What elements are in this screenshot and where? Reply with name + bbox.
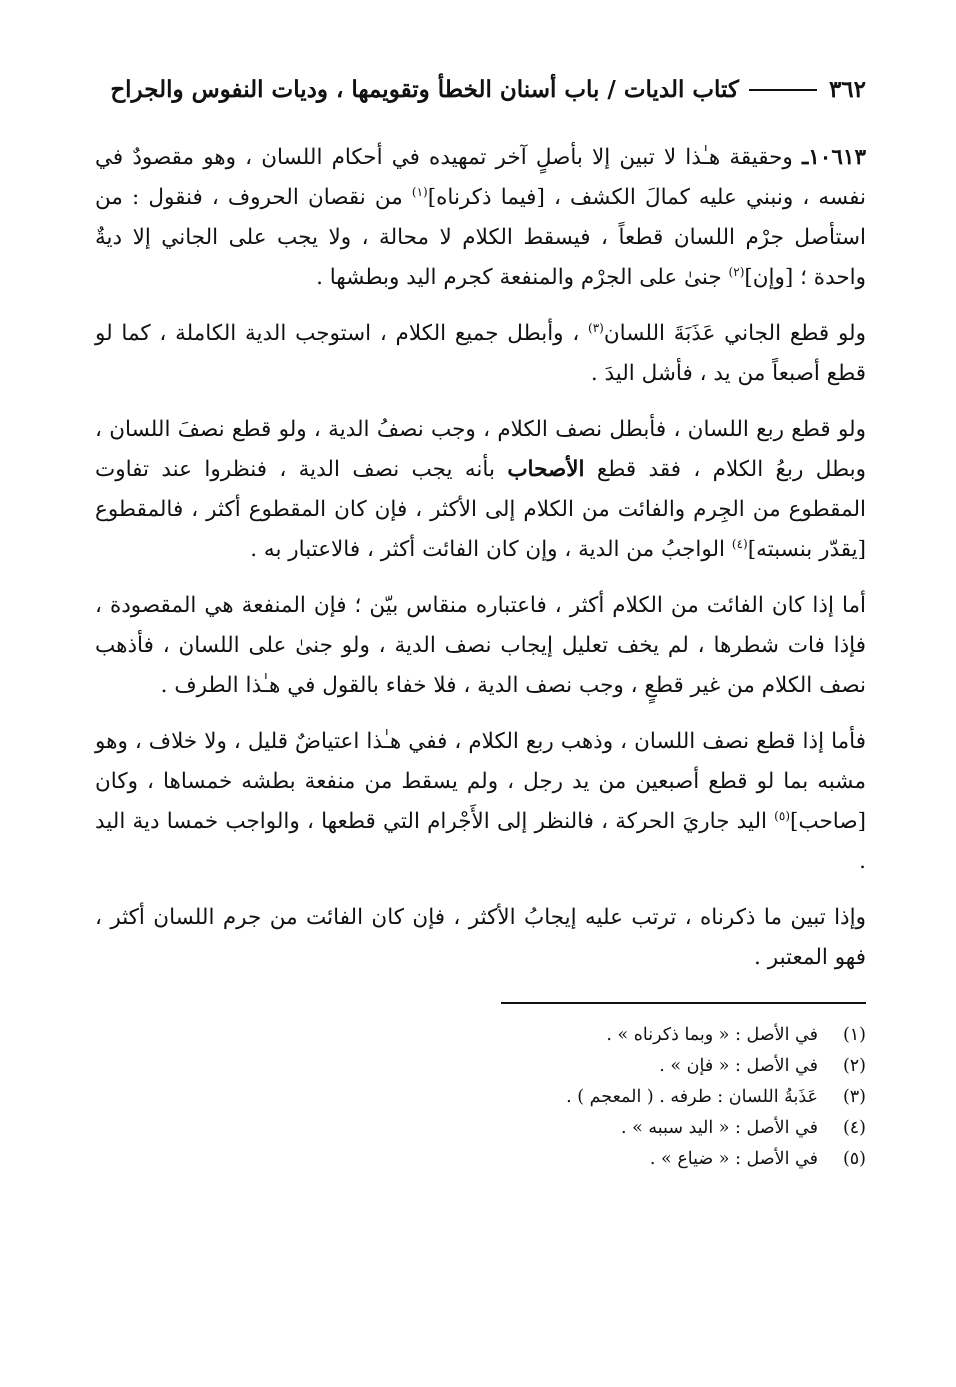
- paragraph: [95, 586, 866, 706]
- footnote-number: (١): [842, 1025, 866, 1045]
- footnote-separator: [501, 1002, 866, 1004]
- footnote-marker: (٤): [731, 536, 748, 551]
- running-title: كتاب الديات / باب أسنان الخطأ وتقويمها ، وديات النفوس والجراح: [110, 76, 739, 103]
- footnote: [95, 1082, 866, 1113]
- text-run: ولو قطع ربع اللسان ، فأبطل نصف الكلام ، وجب نصفُ الدية ، ولو قطع نصفَ اللسان ، وبطل ربعُ الكلام ، فقد قطع: [95, 417, 867, 482]
- footnote-number: (٥): [842, 1149, 866, 1169]
- text-run: ، وأبطل جميع الكلام ، استوجب الدية الكاملة ، كما لو قطع أصبعاً من يد ، فأشل اليدَ .: [95, 321, 866, 386]
- paragraph: [95, 722, 866, 882]
- text-run: ولو قطع الجاني عَذَبَةَ اللسان: [603, 321, 866, 346]
- text-run: من نقصان الحروف ، فنقول : من استأصل جرْم اللسان قطعاً ، فيسقط الكلام لا محالة ، ولا يجب على الجاني إلا ديةٌ واحدة ؛ [وإن]: [95, 185, 866, 290]
- footnote: [95, 1051, 866, 1082]
- page-number: ٣٦٢: [828, 76, 866, 103]
- footnote-text: عَذَبةُ اللسان : طرفه . ( المعجم ) .: [566, 1087, 818, 1107]
- header-rule: [749, 89, 817, 91]
- text-run: الواجبُ من الدية ، وإن كان الفائت أكثر ، فالاعتبار به .: [250, 537, 732, 562]
- footnote-text: في الأصل : « فإن » .: [659, 1056, 818, 1076]
- text-run: أما إذا كان الفائت من الكلام أكثر ، فاعتباره منقاس بيّن ؛ فإن المنفعة هي المقصودة ، فإذا فات شطرها ، لم يخف تعليل إيجاب نصف الدية ، ولو جنىٰ على اللسان ، فأذهب نصف الكلام من غير قطعٍ ، وجب نصف الدية ، فلا خفاء بالقول في هـٰذا الطرف .: [95, 593, 866, 698]
- footnote-text: في الأصل : « اليد سببه » .: [621, 1118, 818, 1138]
- text-run: وحقيقة هـٰذا لا تبين إلا بأصلٍ آخر تمهيده في أحكام اللسان ، وهو مقصودٌ في نفسه ، ونبني عليه كمالَ الكشف ، [فيما ذكرناه]: [95, 145, 866, 210]
- footnotes: [95, 1020, 866, 1175]
- text-run: اليد جاريَ الحركة ، فالنظر إلى الأَجْرام التي قطعها ، والواجب خمسا دية اليد .: [95, 809, 866, 874]
- paragraph-number: ١٠٦١٣ـ: [801, 145, 866, 170]
- footnote-number: (٤): [842, 1118, 866, 1138]
- paragraph: [95, 314, 866, 394]
- footnote-marker: (٢): [728, 264, 745, 279]
- paragraph: [95, 138, 866, 298]
- paragraph: [95, 410, 866, 570]
- text-run: فأما إذا قطع نصف اللسان ، وذهب ربع الكلام ، ففي هـٰذا اعتياضٌ قليل ، ولا خلاف ، وهو مشبه بما لو قطع أصبعين من يد رجل ، ولم يسقط من منفعة بطشه خمساها ، وكان [صاحب]: [95, 729, 866, 834]
- footnote-text: في الأصل : « ضياع » .: [649, 1149, 818, 1169]
- footnote: [95, 1020, 866, 1051]
- footnote: [95, 1113, 866, 1144]
- bold-term: الأصحاب: [507, 457, 585, 482]
- footnote-marker: (٣): [588, 320, 604, 335]
- body-text: [95, 138, 866, 978]
- footnote-marker: (٥): [774, 808, 790, 823]
- text-run: بأنه يجب نصف الدية ، فنظروا عند تفاوت المقطوع من الجِرم والفائت من الكلام إلى الأكثر ، فإن كان المقطوع أكثر ، فالمقطوع [يقدّر بنسبته]: [95, 457, 866, 562]
- text-run: وإذا تبين ما ذكرناه ، ترتب عليه إيجابُ الأكثر ، فإن كان الفائت من جرم اللسان أكثر ، فهو المعتبر .: [95, 905, 866, 970]
- text-run: جنىٰ على الجرْم والمنفعة كجرم اليد وبطشها .: [316, 265, 729, 290]
- footnote: [95, 1144, 866, 1175]
- paragraph: [95, 898, 866, 978]
- footnote-number: (٢): [842, 1056, 866, 1076]
- footnote-number: (٣): [842, 1087, 866, 1107]
- footnote-marker: (١): [411, 184, 428, 199]
- footnote-text: في الأصل : « وبما ذكرناه » .: [606, 1025, 818, 1045]
- running-header: [95, 70, 866, 110]
